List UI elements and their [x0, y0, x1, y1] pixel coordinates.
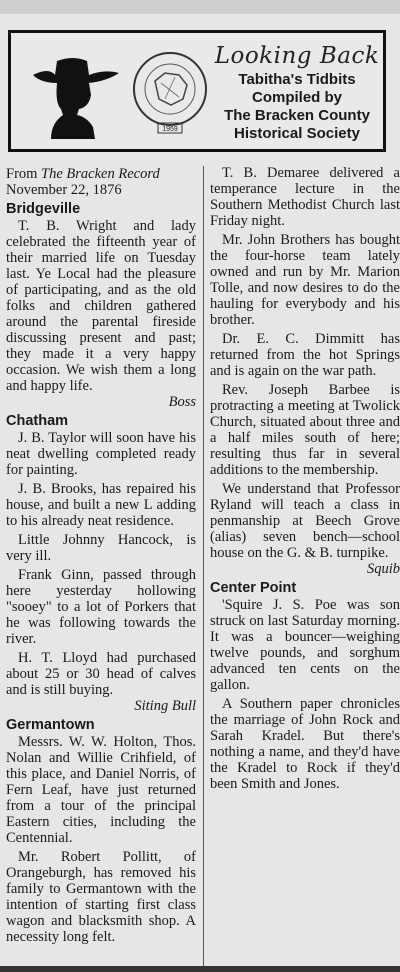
paragraph: 'Squire J. S. Poe was son struck on last Saturday morning. It was a bouncer—weighing twelve pounds, and sorghum advanced ten cents on the gallon. — [210, 597, 400, 693]
paragraph: T. B. Demaree delivered a temperance lecture in the Southern Methodist Church last Friday night. — [210, 165, 400, 229]
column-title: Tabitha's Tidbits — [238, 71, 356, 88]
heading-bridgeville: Bridgeville — [6, 201, 81, 217]
signature: Siting Bull — [134, 698, 196, 714]
paragraph: Frank Ginn, passed through here yesterday hollowing "sooey" to a lot of Porkers that he was following towards the river. — [6, 567, 196, 647]
society-line-2: Historical Society — [234, 125, 360, 142]
seal-year: 1959 — [162, 126, 178, 133]
looking-back-title: Looking Back — [214, 43, 380, 69]
signature: Squib — [366, 561, 400, 577]
left-column — [6, 166, 196, 945]
source-name: The Bracken Record — [41, 166, 160, 182]
top-band — [0, 0, 400, 14]
source-line: From The Bracken Record — [6, 166, 160, 182]
heading-center-point: Center Point — [210, 580, 297, 596]
heading-germantown: Germantown — [6, 717, 95, 733]
cowboy-silhouette-icon — [29, 53, 123, 139]
paragraph: Mr. John Brothers has bought the four-horse team lately owned and run by Mr. Marion Tolle, and now desires to do the hauling for everybody and his brother. — [210, 232, 400, 328]
compiled-by-line: Compiled by — [251, 89, 342, 106]
signature: Boss — [168, 394, 196, 410]
paragraph: Little Johnny Hancock, is very ill. — [6, 532, 196, 564]
paragraph: Mr. Robert Pollitt, of Orangeburgh, has removed his family to Germantown with the intention of starting first class wagon and blacksmith shop. A necessity long felt. — [6, 849, 196, 945]
heading-chatham: Chatham — [6, 413, 69, 429]
paragraph: Dr. E. C. Dimmitt has returned from the hot Springs and is again on the war path. — [210, 331, 400, 379]
society-line-1: The Bracken County — [224, 107, 370, 124]
right-column — [210, 162, 400, 792]
paragraph: Rev. Joseph Barbee is protracting a meeting at Twolick Church, situated about three and a half miles south of here; resulting thus far in several additions to the membership. — [210, 382, 400, 478]
article-body — [6, 165, 400, 966]
header-title-block — [213, 41, 381, 143]
historical-society-seal-icon — [131, 37, 209, 147]
paragraph: T. B. Wright and lady celebrated the fifteenth year of their married life on Tuesday last. Ye Local had the pleasure of participating, and as the old folks and children gathered around the parental fireside discussing present and past; they made it a very happy occasion. We wish them a long and happy life. — [6, 218, 196, 394]
bottom-rule — [0, 966, 400, 972]
paragraph: Messrs. W. W. Holton, Thos. Nolan and Willie Crihfield, of this place, and Daniel Norris, of Fern Leaf, have just returned from a tour of the principal Eastern cities, including the Centennial. — [6, 734, 196, 846]
paragraph: We understand that Professor Ryland will teach a class in penmanship at Beech Grove (alias) seven bench—school house on the G. & B. turnpike. — [210, 481, 400, 561]
column-divider — [203, 166, 204, 966]
paragraph: H. T. Lloyd had purchased about 25 or 30 head of calves and is still buying. — [6, 650, 196, 698]
column-header-box — [8, 30, 386, 152]
paragraph: A Southern paper chronicles the marriage of John Rock and Sarah Kradel. But there's nothing a name, and they'd have the Kradel to Rock if they'd been Smith and Jones. — [210, 696, 400, 792]
paragraph: J. B. Brooks, has repaired his house, and built a new L adding to his already neat residence. — [6, 481, 196, 529]
paragraph: J. B. Taylor will soon have his neat dwelling completed ready for painting. — [6, 430, 196, 478]
source-date: November 22, 1876 — [6, 182, 122, 198]
